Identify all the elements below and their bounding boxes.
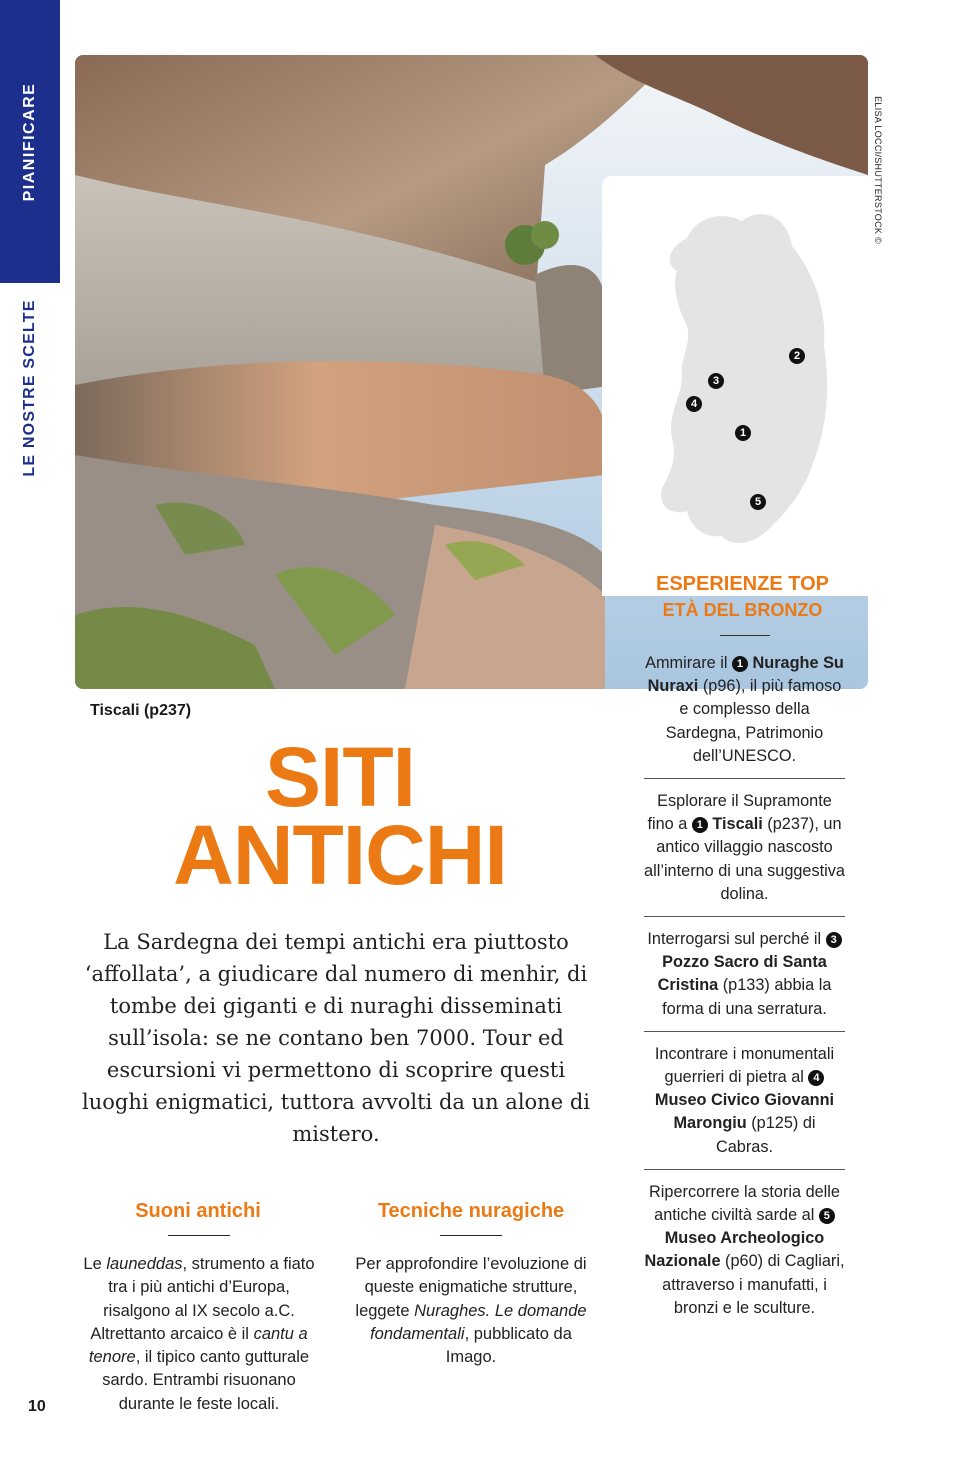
place-name: Pozzo Sacro di Santa Cristina xyxy=(657,953,827,995)
list-item: Ammirare il 1 Nuraghe Su Nuraxi (p96), il più famoso e complesso della Sardegna, Patrimonio dell’UNESCO. xyxy=(645,654,844,765)
page-title-line2: ANTICHI xyxy=(173,808,507,902)
photo-credit xyxy=(871,90,885,250)
column-heading-suoni: Suoni antichi xyxy=(135,1200,261,1222)
place-name: Nuraghe Su Nuraxi xyxy=(647,654,844,696)
section-tab-label: PIANIFICARE xyxy=(21,82,38,201)
term-launeddas: launeddas xyxy=(106,1255,183,1273)
map-marker-1[interactable]: 1 xyxy=(735,425,751,441)
sidebar-heading-line2: ETÀ DEL BRONZO xyxy=(662,600,823,620)
sardinia-map xyxy=(602,176,868,596)
marker-icon: 4 xyxy=(808,1070,824,1086)
map-marker-5[interactable]: 5 xyxy=(750,494,766,510)
marker-icon: 3 xyxy=(826,932,842,948)
column-text-tecniche: Per approfondire l’evoluzione di queste enigmatiche strutture, leggete Nuraghes. Le domande fondamentali, pubblicato da Imago. xyxy=(355,1255,587,1367)
place-name: Museo Civico Giovanni Marongiu xyxy=(654,1091,835,1133)
map-marker-2[interactable]: 2 xyxy=(789,348,805,364)
map-card xyxy=(602,176,868,596)
book-title: Nuraghes. Le domande fondamentali xyxy=(370,1301,587,1343)
list-item: Esplorare il Supramonte fino a 1 Tiscali (p237), un antico villaggio nascosto all’interno di una suggestiva dolina. xyxy=(644,778,845,916)
marker-icon: 5 xyxy=(819,1208,835,1224)
map-marker-4[interactable]: 4 xyxy=(686,396,702,412)
term-cantu-a-tenore: cantu a tenore xyxy=(88,1324,308,1367)
marker-icon: 1 xyxy=(732,656,748,672)
column-heading-tecniche: Tecniche nuragiche xyxy=(377,1200,565,1222)
list-item: Ripercorrere la storia delle antiche civiltà sarde al 5 Museo Archeologico Nazionale (p60) di Cagliari, attraverso i manufatti, i bronzi e le sculture. xyxy=(644,1169,845,1330)
list-item: Interrogarsi sul perché il 3 Pozzo Sacro di Santa Cristina (p133) abbia la forma di una serratura. xyxy=(644,916,845,1031)
subsection-tab-label: LE NOSTRE SCELTE xyxy=(21,299,38,477)
section-tab xyxy=(0,0,60,283)
place-name: Museo Archeologico Nazionale xyxy=(644,1229,825,1271)
page-title-line1: SITI xyxy=(264,730,415,824)
marker-icon: 1 xyxy=(692,817,708,833)
intro-paragraph: La Sardegna dei tempi antichi era piuttosto ‘affollata’, a giudicare dal numero di menhir, di tombe dei giganti e di nuraghi disseminati sull’isola: se ne contano ben 7000. Tour ed escursioni vi permettono di scoprire questi luoghi enigmatici, tuttora avvolti da un alone di mistero. xyxy=(82,930,590,1146)
sidebar-heading xyxy=(620,571,865,623)
column-text-suoni: Le launeddas, strumento a fiato tra i più antichi d’Europa, risalgono al IX secolo a.C. Altrettanto arcaico è il cantu a tenore, il tipico canto gutturale sardo. Entrambi risuonano durante le feste locali. xyxy=(83,1255,315,1413)
column-rule xyxy=(168,1235,230,1236)
photo-credit-text: ELISA LOCCI/SHUTTERSTOCK © xyxy=(873,96,883,244)
sidebar-list xyxy=(644,652,845,1330)
page-number: 10 xyxy=(28,1398,46,1415)
page-title xyxy=(90,730,590,902)
subsection-tab xyxy=(0,283,60,493)
list-item: Incontrare i monumentali guerrieri di pietra al 4 Museo Civico Giovanni Marongiu (p125) di Cabras. xyxy=(644,1031,845,1169)
sidebar-heading-line1: ESPERIENZE TOP xyxy=(655,573,829,595)
place-name: Tiscali xyxy=(712,815,763,834)
sidebar-rule xyxy=(720,635,770,636)
photo-caption: Tiscali (p237) xyxy=(90,702,192,719)
map-marker-3[interactable]: 3 xyxy=(708,373,724,389)
column-rule xyxy=(440,1235,502,1236)
